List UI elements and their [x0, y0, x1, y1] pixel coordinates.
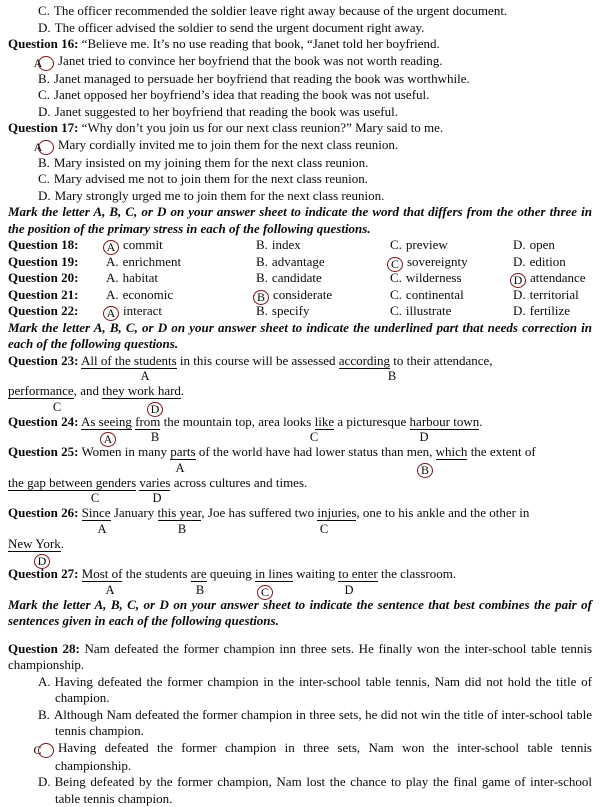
sentence-line: [8, 566, 592, 583]
answer-option-text: Janet suggested to her boyfriend that reading the book was useful.: [54, 103, 398, 119]
circled-answer-letter: D: [147, 402, 163, 417]
stress-choice: [390, 270, 462, 287]
underline-label: [151, 429, 159, 446]
answer-option-text: The officer recommended the soldier leave right away because of the urgent document.: [53, 3, 508, 18]
underline-label-row: [8, 400, 592, 414]
stress-choice: [390, 287, 464, 304]
underline-label: [91, 490, 99, 507]
underlined-part: the gap between genders: [8, 474, 137, 490]
stress-choice: [253, 287, 332, 305]
answer-option: [8, 171, 592, 188]
answer-option: [8, 774, 592, 807]
option-letter: B.: [256, 253, 268, 269]
stress-word: considerate: [273, 286, 333, 302]
question-number: Question 25:: [8, 444, 79, 459]
stress-word: sovereignty: [407, 253, 468, 269]
option-letter: B: [150, 430, 160, 444]
circled-answer-letter: A: [103, 240, 119, 255]
sentence-part: of the world have had lower status than men,: [195, 444, 436, 459]
sentence-part: in this course will be assessed: [176, 352, 339, 368]
stress-word: illustrate: [405, 303, 452, 318]
sentence-part: a picturesque: [334, 413, 410, 429]
answer-option: [8, 3, 592, 20]
stress-word: fertilize: [529, 303, 571, 318]
question-number: Question 26:: [8, 505, 79, 520]
underlined-part: from: [135, 413, 161, 429]
question-number: Question 18:: [8, 237, 79, 252]
spacer: [8, 630, 592, 641]
stress-word: economic: [122, 286, 174, 302]
stress-choice: [106, 254, 181, 271]
underline-label: [97, 521, 106, 538]
option-letter: C.: [38, 171, 50, 186]
stress-choice: [103, 303, 162, 321]
circled-answer-letter: A: [100, 432, 116, 447]
answer-option-text: The officer advised the soldier to send the urgent document right away.: [54, 19, 425, 35]
option-letter: A: [140, 369, 150, 383]
question-number: Question 19:: [8, 253, 79, 269]
option-letter: C: [319, 521, 329, 536]
option-letter: D.: [513, 286, 526, 302]
answer-option: [8, 674, 592, 707]
sentence-part: .: [60, 535, 64, 551]
underlined-part: performance: [8, 383, 74, 398]
option-letter: C.: [390, 286, 402, 302]
section-instruction: Mark the letter A, B, C, or D on your answer sheet to indicate the underlined part that needs correction in each of the following questions.: [8, 319, 592, 351]
underline-label: [419, 429, 428, 446]
option-letter: C: [90, 491, 100, 505]
sentence-part: to their attendance,: [390, 352, 493, 368]
stress-choice: [513, 303, 570, 320]
underlined-part: to enter: [338, 566, 378, 581]
underlined-part: in lines: [255, 566, 293, 581]
option-letter: B.: [256, 270, 268, 285]
answer-option-text: Mary advised me not to join them for the next class reunion.: [53, 171, 369, 186]
underline-label: [310, 429, 318, 446]
option-letter: A.: [106, 253, 119, 269]
answer-option-text: Janet tried to convince her boyfriend that the book was not worth reading.: [58, 52, 443, 68]
answer-option: [8, 188, 592, 205]
stress-word: advantage: [271, 253, 325, 269]
question-stem-text: “Why don’t you join us for our next class reunion?” Mary said to me.: [81, 120, 444, 135]
option-letter: D.: [38, 774, 51, 789]
sentence-part: across cultures and times.: [170, 474, 308, 490]
underline-label: [196, 582, 204, 599]
stress-choice: [513, 237, 555, 254]
question-stem: [8, 36, 592, 53]
question-stem-text: Nam defeated the former champion inn three sets. He finally won the inter-school table tennis championship.: [8, 640, 592, 672]
underline-label-row: [8, 461, 592, 475]
question-number: Question 21:: [8, 286, 79, 302]
option-letter: C.: [390, 237, 402, 252]
option-letter: A: [105, 582, 115, 597]
sentence-part: the students: [122, 566, 191, 581]
stress-choice: [256, 237, 301, 254]
stress-question-row: [8, 254, 592, 271]
stress-word: commit: [123, 237, 163, 252]
answer-option: [8, 53, 592, 71]
answer-option-text: Mary cordially invited me to join them for the next class reunion.: [58, 136, 399, 152]
stress-word: habitat: [122, 270, 159, 285]
option-letter: B: [387, 369, 397, 383]
stress-choice: [390, 303, 451, 320]
option-letter: C: [309, 430, 319, 444]
stress-question-row: [8, 237, 592, 254]
stress-choice: [256, 270, 322, 287]
circled-answer-letter: C: [257, 585, 273, 600]
sentence-part: waiting: [292, 566, 339, 581]
option-letter: D: [152, 491, 162, 505]
underline-label: [417, 460, 433, 478]
underlined-part: are: [190, 566, 207, 581]
option-letter: B.: [38, 70, 50, 86]
answer-option-text: Mary strongly urged me to join them for the next class reunion.: [54, 187, 385, 203]
option-letter: B.: [38, 706, 50, 722]
question-stem: [8, 120, 592, 137]
underline-label-row: [8, 552, 592, 566]
answer-option: [8, 137, 592, 155]
question-number: Question 22:: [8, 303, 79, 318]
question-number: Question 24:: [8, 413, 79, 429]
stress-choice: [256, 303, 309, 320]
underline-label-row: [8, 522, 592, 536]
underline-label: [147, 399, 163, 417]
sentence-line: [8, 383, 592, 400]
stress-word: enrichment: [122, 253, 182, 269]
question-number: Question 27:: [8, 566, 79, 581]
underline-label: [34, 551, 50, 569]
answer-option-text: Having defeated the former champion in the inter-school table tennis, Nam did not hold the title of champion.: [54, 673, 592, 705]
answer-option-text: Although Nam defeated the former champion in three sets, he did not win the title of inter-school table tennis champion.: [53, 706, 592, 738]
stress-question-row: [8, 270, 592, 287]
answer-option-text: Mary insisted on my joining them for the next class reunion.: [53, 154, 369, 170]
underline-label: [100, 429, 116, 447]
sentence-line: [8, 536, 592, 553]
sentence-part: the extent of: [467, 444, 536, 459]
stress-word: index: [271, 237, 301, 252]
underlined-part: As seeing: [80, 413, 132, 429]
option-letter: C.: [38, 3, 50, 18]
stress-word: attendance: [530, 270, 586, 285]
circled-answer-letter: D: [34, 554, 50, 569]
stress-word: interact: [123, 303, 162, 318]
option-letter: D.: [513, 303, 526, 318]
underline-label: [344, 582, 353, 599]
option-letter: A.: [106, 270, 119, 285]
underlined-part: Since: [81, 505, 111, 520]
section-instruction: Mark the letter A, B, C, or D on your answer sheet to indicate the sentence that best combines the pair of sentences given in each of the following questions.: [8, 596, 592, 628]
circled-answer-letter: A: [38, 56, 54, 71]
option-letter: D.: [38, 187, 51, 203]
option-letter: C.: [390, 270, 402, 285]
answer-option: [8, 707, 592, 740]
underlined-part: this year: [157, 505, 202, 520]
stress-word: continental: [405, 286, 464, 302]
section-instruction: Mark the letter A, B, C, or D on your answer sheet to indicate the word that differs from the other three in the position of the primary stress in each of the following questions.: [8, 204, 592, 236]
sentence-part: .: [180, 383, 185, 398]
underline-label: [257, 582, 273, 600]
stress-choice: [106, 287, 173, 304]
sentence-part: queuing: [206, 566, 255, 581]
underlined-part: All of the students: [80, 352, 177, 368]
stress-question-row: [8, 303, 592, 320]
stress-choice: [513, 254, 566, 271]
circled-answer-letter: B: [417, 463, 433, 478]
answer-option-text: Janet managed to persuade her boyfriend that reading the book was worthwhile.: [53, 70, 470, 86]
underlined-part: like: [314, 413, 335, 429]
stress-word: preview: [405, 237, 448, 252]
underline-label: [140, 368, 149, 385]
underline-label: [152, 490, 161, 507]
answer-option-text: Being defeated by the former champion, Nam lost the chance to play the final game of inter-school table tennis champion.: [54, 774, 592, 806]
option-letter: D.: [513, 253, 526, 269]
question-number: Question 20:: [8, 270, 79, 285]
option-letter: B.: [38, 154, 50, 170]
question-number: Question 28:: [8, 640, 80, 656]
question-number: Question 16:: [8, 36, 79, 51]
answer-option-text: Having defeated the former champion in three sets, Nam won the inter-school table tennis championship.: [55, 739, 592, 773]
stress-choice: [510, 270, 586, 288]
stress-choice: [390, 237, 448, 254]
stress-choice: [256, 254, 325, 271]
option-letter: C.: [38, 87, 50, 102]
underline-label: [175, 460, 184, 477]
sentence-line: [8, 414, 592, 431]
underline-label: [53, 399, 61, 416]
sentence-line: [8, 475, 592, 492]
sentence-line: [8, 505, 592, 522]
underlined-part: Most of: [81, 566, 123, 581]
stress-word: territorial: [529, 286, 579, 302]
option-letter: A.: [106, 286, 119, 302]
question-number: Question 23:: [8, 352, 79, 368]
sentence-line: [8, 444, 592, 461]
circled-answer-letter: B: [253, 290, 269, 305]
underlined-part: parts: [170, 444, 196, 459]
underline-label: [388, 368, 396, 385]
circled-answer-letter: A: [38, 140, 54, 155]
underline-label-row: [8, 491, 592, 505]
option-letter: A.: [38, 673, 51, 689]
circled-answer-letter: D: [510, 273, 526, 288]
option-letter: D.: [38, 19, 51, 35]
circled-answer-letter: C: [387, 257, 403, 272]
option-letter: B.: [256, 303, 268, 318]
circled-answer-letter: C: [38, 743, 54, 758]
option-letter: A: [175, 460, 185, 475]
underlined-part: they work hard: [102, 383, 181, 398]
underlined-part: varies: [139, 474, 171, 490]
answer-option: [8, 155, 592, 172]
option-letter: D: [344, 582, 354, 597]
underline-label-row: [8, 430, 592, 444]
sentence-part: the mountain top, area looks: [160, 413, 315, 429]
sentence-line: [8, 353, 592, 370]
answer-option: [8, 71, 592, 88]
underlined-part: harbour town: [409, 413, 480, 429]
underlined-part: New York: [8, 535, 61, 551]
stress-word: candidate: [271, 270, 322, 285]
sentence-part: the classroom.: [377, 566, 457, 581]
underline-label-row: [8, 369, 592, 383]
question-number: Question 17:: [8, 120, 79, 135]
option-letter: C.: [390, 303, 402, 318]
stress-choice: [513, 287, 579, 304]
sentence-part: January: [110, 505, 158, 520]
underlined-part: which: [435, 444, 468, 459]
stress-word: open: [529, 237, 555, 252]
answer-option: [8, 87, 592, 104]
stress-choice: [106, 270, 158, 287]
answer-option: [8, 104, 592, 121]
stress-choice: [387, 254, 468, 272]
underline-label: [105, 582, 114, 599]
stress-question-row: [8, 287, 592, 304]
sentence-part: , one to his ankle and the other in: [356, 505, 530, 520]
option-letter: B: [195, 582, 205, 597]
answer-option: [8, 20, 592, 37]
option-letter: D.: [513, 237, 526, 252]
stress-word: edition: [529, 253, 566, 269]
option-letter: D: [419, 430, 429, 444]
underlined-part: injuries: [317, 505, 357, 520]
sentence-part: .: [479, 413, 483, 429]
underlined-part: according: [338, 352, 391, 368]
stress-word: wilderness: [405, 270, 462, 285]
stress-word: specify: [271, 303, 310, 318]
option-letter: D.: [38, 103, 51, 119]
underline-label: [320, 521, 328, 538]
circled-answer-letter: A: [103, 306, 119, 321]
underline-label: [178, 521, 186, 538]
option-letter: B.: [256, 237, 268, 252]
sentence-part: , and: [73, 383, 103, 398]
option-letter: C: [52, 399, 62, 414]
underline-label-row: [8, 583, 592, 597]
option-letter: B: [177, 521, 187, 536]
question-stem: [8, 641, 592, 674]
answer-option-text: Janet opposed her boyfriend’s idea that reading the book was not useful.: [53, 87, 430, 102]
stress-choice: [103, 237, 163, 255]
sentence-part: Women in many: [81, 444, 171, 459]
option-letter: A: [97, 521, 107, 536]
question-stem-text: “Believe me. It’s no use reading that book, “Janet told her boyfriend.: [81, 36, 440, 51]
sentence-part: , Joe has suffered two: [201, 505, 318, 520]
answer-option: [8, 740, 592, 775]
